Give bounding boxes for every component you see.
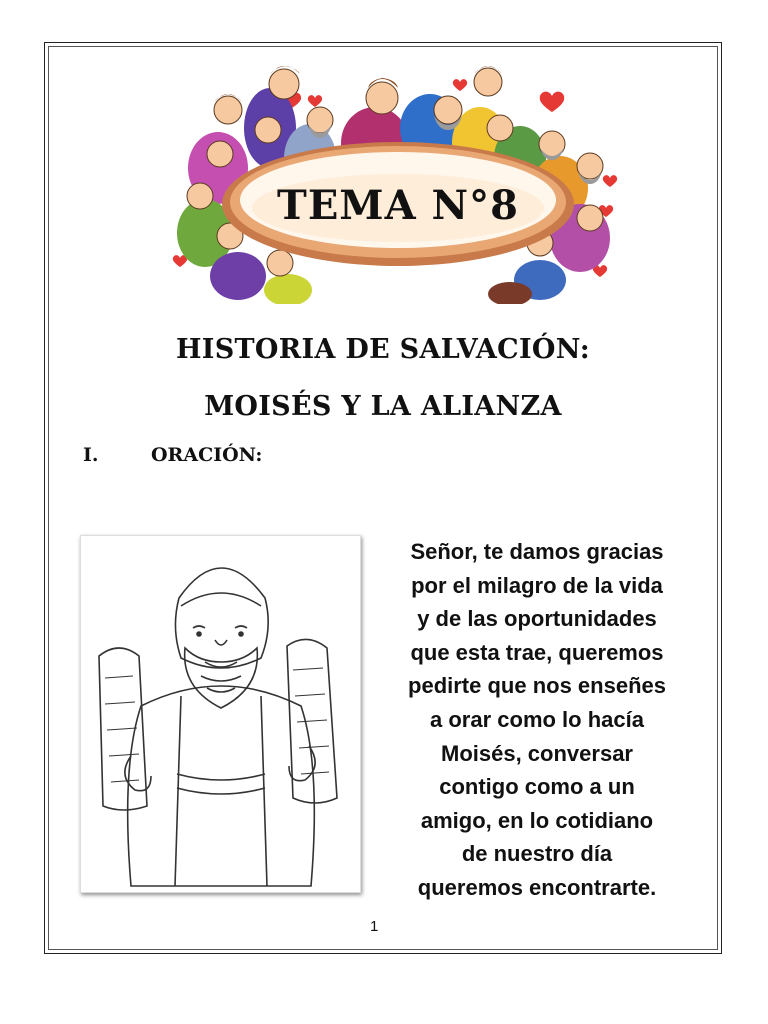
prayer-line: amigo, en lo cotidiano: [420, 807, 654, 833]
title-banner: [160, 58, 636, 304]
moses-illustration: [80, 535, 361, 893]
prayer-line: que esta trae, queremos: [410, 639, 664, 665]
prayer-line: por el milagro de la vida: [411, 572, 663, 598]
prayer-line: de nuestro día: [461, 841, 613, 867]
lesson-title: TEMA N°8: [277, 182, 519, 229]
page-number: 1: [370, 918, 379, 935]
page-heading-line2: MOISÉS Y LA ALIANZA: [204, 391, 562, 422]
prayer-line: contigo como a un: [439, 774, 635, 800]
moses-tablets-drawing: [81, 536, 360, 892]
prayer-line: pedirte que nos enseñes: [408, 673, 666, 699]
prayer-line: queremos encontrarte.: [417, 874, 657, 900]
people-crowd-illustration: [160, 58, 636, 304]
section-number: I.: [83, 444, 99, 466]
prayer-line: Moisés, conversar: [441, 740, 633, 766]
prayer-text: [372, 535, 702, 905]
section-label: ORACIÓN:: [151, 444, 263, 466]
prayer-line: y de las oportunidades: [417, 606, 657, 632]
prayer-line: Señor, te damos gracias: [410, 539, 664, 564]
prayer-line: a orar como lo hacía: [430, 706, 644, 732]
page-heading-line1: HISTORIA DE SALVACIÓN:: [175, 334, 590, 365]
